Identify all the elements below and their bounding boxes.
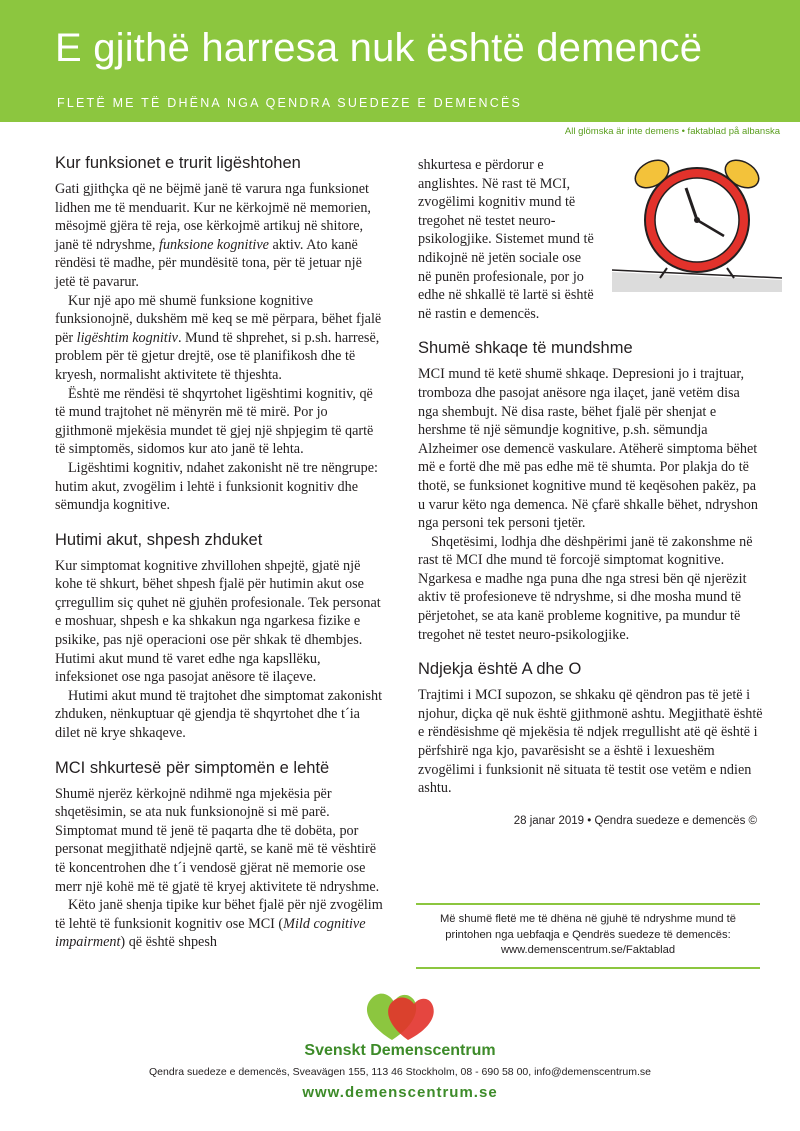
section-mci: [55, 757, 385, 952]
organization-name: Svenskt Demenscentrum: [304, 1042, 496, 1059]
paragraph: shkurtesa e përdorur e anglishtes. Në rast të MCI, zvogëlimi kognitiv mund të tregohet në testet neuro-psikologjike. Sistemet mund të ndikojnë në jetën sociale ose në punën profesionale, por jo edhe në shkallë të lartë si është në rastin e demencës.: [418, 157, 594, 322]
language-note: All glömska är inte demens • faktablad på albanska: [564, 126, 780, 137]
page-title: E gjithë harresa nuk është demencë: [55, 26, 703, 70]
paragraph: Shqetësimi, lodhja dhe dëshpërimi janë të zakonshme në rast të MCI dhe mund të forcojë simptomat kognitive. Ngarkesa e madhe nga puna dhe nga stresi bën që njerëzit aktiv të profesioneve të ndryshme, si dhe mosha mund të përjetohet, se ata kanë probleme kognitive, pa mundur të tregohet në testet neuro-psikologjike.: [418, 533, 753, 643]
right-column: [418, 156, 763, 844]
section-follow-up: [418, 658, 763, 830]
paragraph: Është me rëndësi të shqyrtohet ligështimi kognitiv, që të mund trajtohet në mënyrën më të mirë. Por jo gjithmonë mjekësia mundet të gjej një shpjegim të qartë të simptomës, sidomos kur ato janë të lehta.: [55, 385, 374, 458]
left-column: [55, 152, 385, 966]
info-line: printohen nga uebfaqja e Qendrës suedeze të demencës:: [445, 928, 731, 941]
more-factsheets-box: [416, 903, 760, 969]
factsheet-link[interactable]: www.demenscentrum.se/Faktablad: [500, 944, 676, 956]
paragraph: MCI mund të ketë shumë shkaqe. Depresioni jo i trajtuar, tromboza dhe pasojat anësore nga ilaçet, janë vetëm disa nga shembujt. Në disa raste, bëhet fjalë për shenjat e hershme të një sëmundje kognitive, p.sh. sëmundja Alzheimer ose demencë vaskulare. Atëherë simptoma bëhet më e fortë dhe më pas edhe më të shumta. Por plakja do të thotë, se funksionet kognitive mund të keqësohen pakëz, pa u varur këto nga demenca. Në çfarë shkalle bëhet, ndryshon nga personi tek personi tjetër.: [418, 366, 758, 532]
paragraph: Trajtimi i MCI supozon, se shkaku që qëndron pas të jetë i njohur, diçka që nuk është gjithmonë ashtu. Megjithatë është e rëndësishme që mjekësia të ndjek rregullisht atë që është i përfshirë nga kjo, pavarësisht se a është i lexueshëm zvogëlimi i funksionit në situata të testit ose vetëm e ndien ashtu.: [418, 687, 763, 797]
paragraph: Ligështimi kognitiv, ndahet zakonisht në tre nëngrupe: hutim akut, zvogëlim i lehtë i funksionit kognitiv dhe sëmundja kognitive.: [55, 459, 378, 514]
paragraph: Kur një apo më shumë funksione kognitive funksionojnë, dukshëm më keq se më përpara, bëhet fjalë për ligështim kognitiv. Mund të shprehet, si p.sh. harresë, problem për të gjetur drejtë, ose të planifikosh dhe të kryesh, normalisht aktivitete të thjeshta.: [55, 292, 382, 383]
paragraph: Hutimi akut mund të trajtohet dhe simptomat zakonisht zhduken, nënkuptuar që gjendja të shqyrtohet dhe t´ia dilet në krye shkaqeve.: [55, 687, 383, 742]
section-heading: Ndjekja është A dhe O: [418, 660, 582, 679]
paragraph: Kur simptomat kognitive zhvillohen shpejtë, gjatë një kohe të shkurt, bëhet shpesh fjalë për hutimin akut ose çrregullim siç quhet në gjuhën profesionale. Tek personat e moshuar, shpesh e ka shkakun nga ngarkesa fizike e psikike, pas një operacioni ose për shkak të dhembjes. Hutimi akut mund të varet edhe nga kapsllëku, infeksionet ose nga pasojat anësore të ilaçeve.: [55, 557, 381, 686]
section-heading: MCI shkurtesë për simptomën e lehtë: [55, 758, 330, 777]
website-link[interactable]: www.demenscentrum.se: [302, 1084, 498, 1101]
section-heading: Shumë shkaqe të mundshme: [418, 339, 633, 358]
contact-address: Qendra suedeze e demencës, Sveavägen 155, 113 46 Stockholm, 08 - 690 58 00, info@demenscentrum.se: [149, 1066, 651, 1078]
publication-date: 28 janar 2019 • Qendra suedeze e demencës ©: [513, 814, 757, 827]
header-banner: [0, 0, 800, 122]
info-line: Më shumë fletë me të dhëna në gjuhë të ndryshme mund të: [439, 913, 737, 925]
page-subtitle: FLETË ME TË DHËNA NGA QENDRA SUEDEZE E DEMENCËS: [57, 96, 523, 110]
section-mci-continued: [418, 156, 763, 323]
section-heading: Kur funksionet e trurit ligështohen: [55, 154, 301, 172]
section-causes: [418, 337, 763, 644]
paragraph: Shumë njerëz kërkojnë ndihmë nga mjekësia për shqetësimin, se ata nuk funksionojnë si më parë. Simptomat mund të jenë të paqarta dhe të dobëta, por personat megjithatë ndjejnë qartë, se kanë më të vështirë të koncentrohen dhe t´i vendosë gjërat në memorie ose merr një kohë më të gjatë të kryej aktivitete të ndryshme.: [55, 785, 380, 895]
two-hearts-logo: [362, 990, 436, 1042]
section-cognitive-decline: [55, 152, 385, 515]
section-heading: Hutimi akut, shpesh zhduket: [55, 530, 263, 549]
paragraph: Këto janë shenja tipike kur bëhet fjalë për një zvogëlim të lehtë të funksionit kognitiv ose MCI (Mild cognitive impairment) që është shpesh: [55, 897, 383, 951]
section-acute-confusion: [55, 529, 385, 743]
paragraph: Gati gjithçka që ne bëjmë janë të varura nga funksionet lidhen me të menduarit. Kur ne kërkojmë në memorien, mësojmë gjëra të reja, ose kërkojmë artikuj në shitore, janë të ndryshme, funksione kognitive aktiv. Ato kanë rëndësi të madhe, për mundësitë tona, për të jetuar një jetë të pavarur.: [55, 181, 371, 290]
